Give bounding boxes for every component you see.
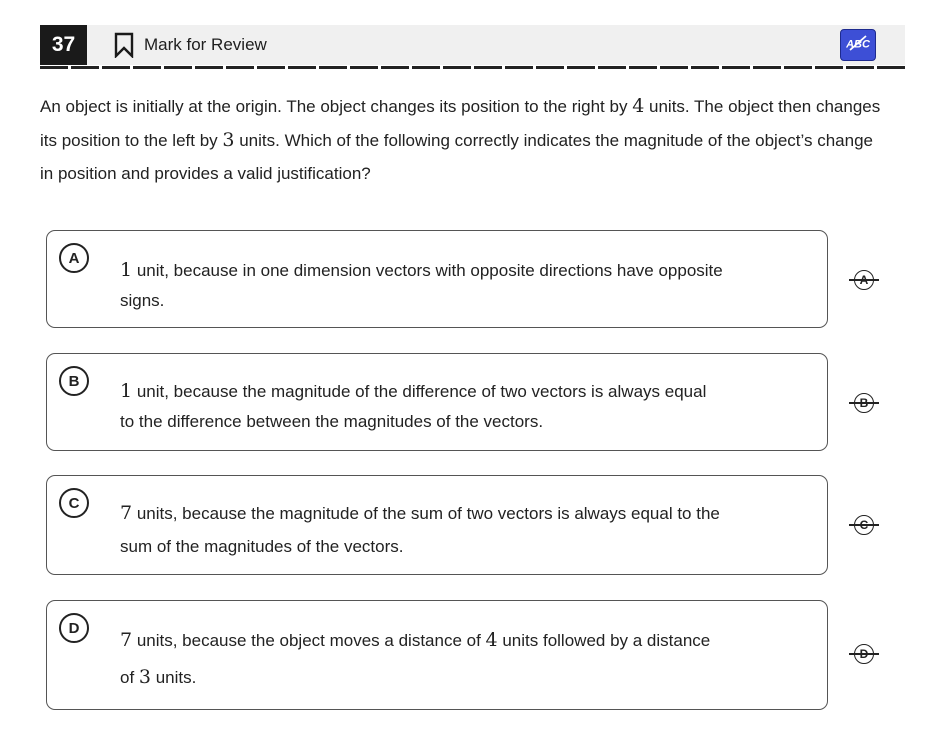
abc-strikethrough-icon	[844, 33, 872, 58]
answer-choice-c[interactable]	[46, 475, 828, 575]
answer-choice-d[interactable]	[46, 600, 828, 710]
question-prompt: An object is initially at the origin. The object changes its position to the right by 4 units. The object then changes its position to the left by 3 units. Which of the following correctly indicates the magnitude of the object’s change in position and provides a valid justification?	[40, 95, 881, 183]
question-header	[40, 25, 905, 65]
choice-letter-d: D	[59, 613, 89, 643]
choice-text-c: 7 units, because the magnitude of the sum of two vectors is always equal to the sum of the magnitudes of the vectors.	[120, 502, 720, 556]
question-number: 37	[40, 25, 87, 65]
strikethrough-icon	[849, 524, 879, 526]
choice-letter-a: A	[59, 243, 89, 273]
bookmark-icon	[114, 32, 134, 58]
answer-choice-a[interactable]	[46, 230, 828, 328]
eliminate-choice-c-button[interactable]	[849, 512, 879, 538]
answer-eliminator-toggle[interactable]	[840, 29, 876, 61]
header-divider	[40, 66, 905, 69]
choice-text-d: 7 units, because the object moves a distance of 4 units followed by a distance of 3 units.	[120, 629, 711, 688]
choice-text-a: 1 unit, because in one dimension vectors with opposite directions have opposite signs.	[120, 259, 723, 310]
choice-text-b: 1 unit, because the magnitude of the difference of two vectors is always equal to the difference between the magnitudes of the vectors.	[120, 380, 707, 431]
mark-for-review-label: Mark for Review	[144, 35, 267, 54]
strikethrough-icon	[849, 402, 879, 404]
mark-for-review-button[interactable]	[114, 25, 267, 65]
strikethrough-icon	[849, 279, 879, 281]
math-value: 3	[222, 128, 235, 151]
eliminate-choice-b-button[interactable]	[849, 390, 879, 416]
eliminate-choice-d-button[interactable]	[849, 641, 879, 667]
abc-label: ABC	[846, 38, 870, 50]
eliminate-choice-a-button[interactable]	[849, 267, 879, 293]
answer-choice-b[interactable]	[46, 353, 828, 451]
strikethrough-icon	[849, 653, 879, 655]
choice-letter-b: B	[59, 366, 89, 396]
math-value: 4	[632, 95, 645, 117]
choice-letter-c: C	[59, 488, 89, 518]
